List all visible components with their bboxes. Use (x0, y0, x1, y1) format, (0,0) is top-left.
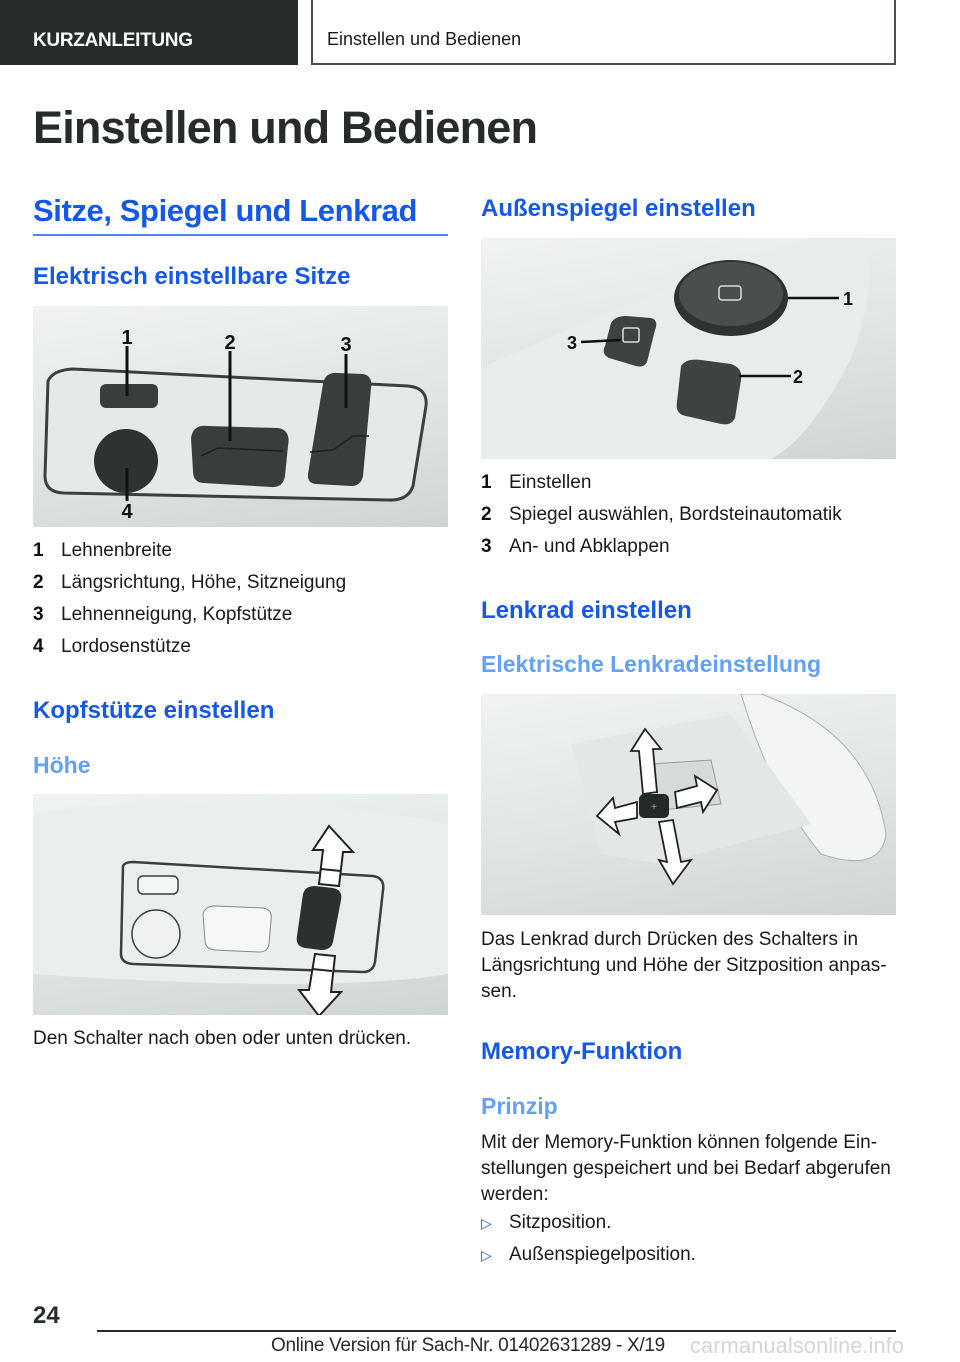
section-heading-rule (33, 234, 448, 236)
steering-heading: Lenkrad einstellen (481, 597, 692, 624)
headrest-subheading: Höhe (33, 752, 91, 778)
page-title: Einstellen und Bedienen (33, 102, 538, 153)
triangle-right-icon: ▷ (481, 1215, 492, 1231)
callout-4: 4 (121, 501, 133, 523)
seat-controls-figure (33, 306, 448, 527)
section-tab-label: KURZANLEITUNG (33, 30, 193, 51)
steering-instruction: Das Lenkrad durch Drücken des Schalters in Längsrichtung und Höhe der Sitzposition anpas-sen. (481, 929, 887, 1002)
memory-description: Mit der Memory-Funktion können folgende Ein-stellungen gespeichert und bei Bedarf abgerufen werden: (481, 1132, 891, 1205)
steering-subheading: Elektrische Lenkradeinstellung (481, 651, 822, 677)
chapter-tab-label: Einstellen und Bedienen (327, 29, 522, 49)
callout-3: 3 (567, 333, 578, 353)
memory-heading: Memory-Funktion (481, 1038, 683, 1065)
headrest-switch-figure (33, 794, 448, 1015)
steering-adjust-figure (481, 694, 896, 915)
header-section-tab (0, 0, 298, 65)
callout-2: 2 (793, 367, 804, 387)
section-heading: Sitze, Spiegel und Lenkrad (33, 193, 418, 228)
callout-1: 1 (121, 327, 133, 349)
callout-1: 1 (843, 289, 854, 309)
callout-3: 3 (340, 334, 352, 356)
seats-heading: Elektrisch einstellbare Sitze (33, 263, 351, 290)
svg-text:+: + (651, 802, 657, 813)
mirrors-heading: Außenspiegel einstellen (481, 195, 756, 222)
page-number: 24 (33, 1302, 60, 1329)
callout-2: 2 (224, 332, 236, 354)
headrest-instruction: Den Schalter nach oben oder unten drücken. (33, 1028, 412, 1049)
triangle-right-icon: ▷ (481, 1247, 492, 1263)
headrest-heading: Kopfstütze einstellen (33, 697, 275, 724)
footer-rule (97, 1330, 896, 1332)
footer-version: Online Version für Sach-Nr. 01402631289 - X/19 (271, 1335, 665, 1356)
header-chapter-tab (311, 0, 896, 65)
watermark: carmanualsonline.info (690, 1333, 905, 1358)
memory-subheading: Prinzip (481, 1093, 558, 1119)
mirror-controls-figure (481, 238, 896, 459)
